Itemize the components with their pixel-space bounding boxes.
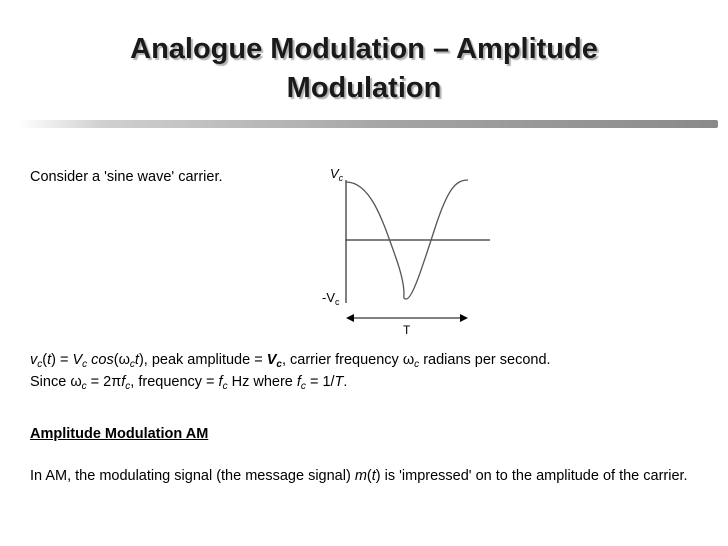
title-divider (18, 120, 718, 128)
neg-vc-label: $-V_c$ (322, 290, 340, 307)
title-line-2: Modulation (286, 72, 442, 104)
period-arrow-right-head (460, 314, 468, 322)
period-label: T (403, 323, 411, 337)
period-arrow-left-head (346, 314, 354, 322)
intro-text: Consider a 'sine wave' carrier. (30, 169, 223, 185)
vc-label: $V_c$ (330, 166, 344, 183)
slide-title (40, 30, 688, 108)
carrier-equation: $v_c(t) = V_c$ $\cos(\omega_ct)$, peak amplitude = $V_c$, carrier frequency $\omega_c$ radians per second. (30, 352, 551, 370)
frequency-equation: Since $\omega_c = 2\pi f_c$, frequency = $f_c$ Hz where $f_c = 1/T$. (30, 374, 348, 392)
am-heading: Amplitude Modulation AM (30, 426, 209, 442)
carrier-wave-diagram (300, 158, 500, 338)
am-paragraph: In AM, the modulating signal (the message signal) m(t) is 'impressed' on to the amplitude of the carrier. (30, 468, 688, 484)
title-line-1: Analogue Modulation – Amplitude (130, 33, 598, 65)
